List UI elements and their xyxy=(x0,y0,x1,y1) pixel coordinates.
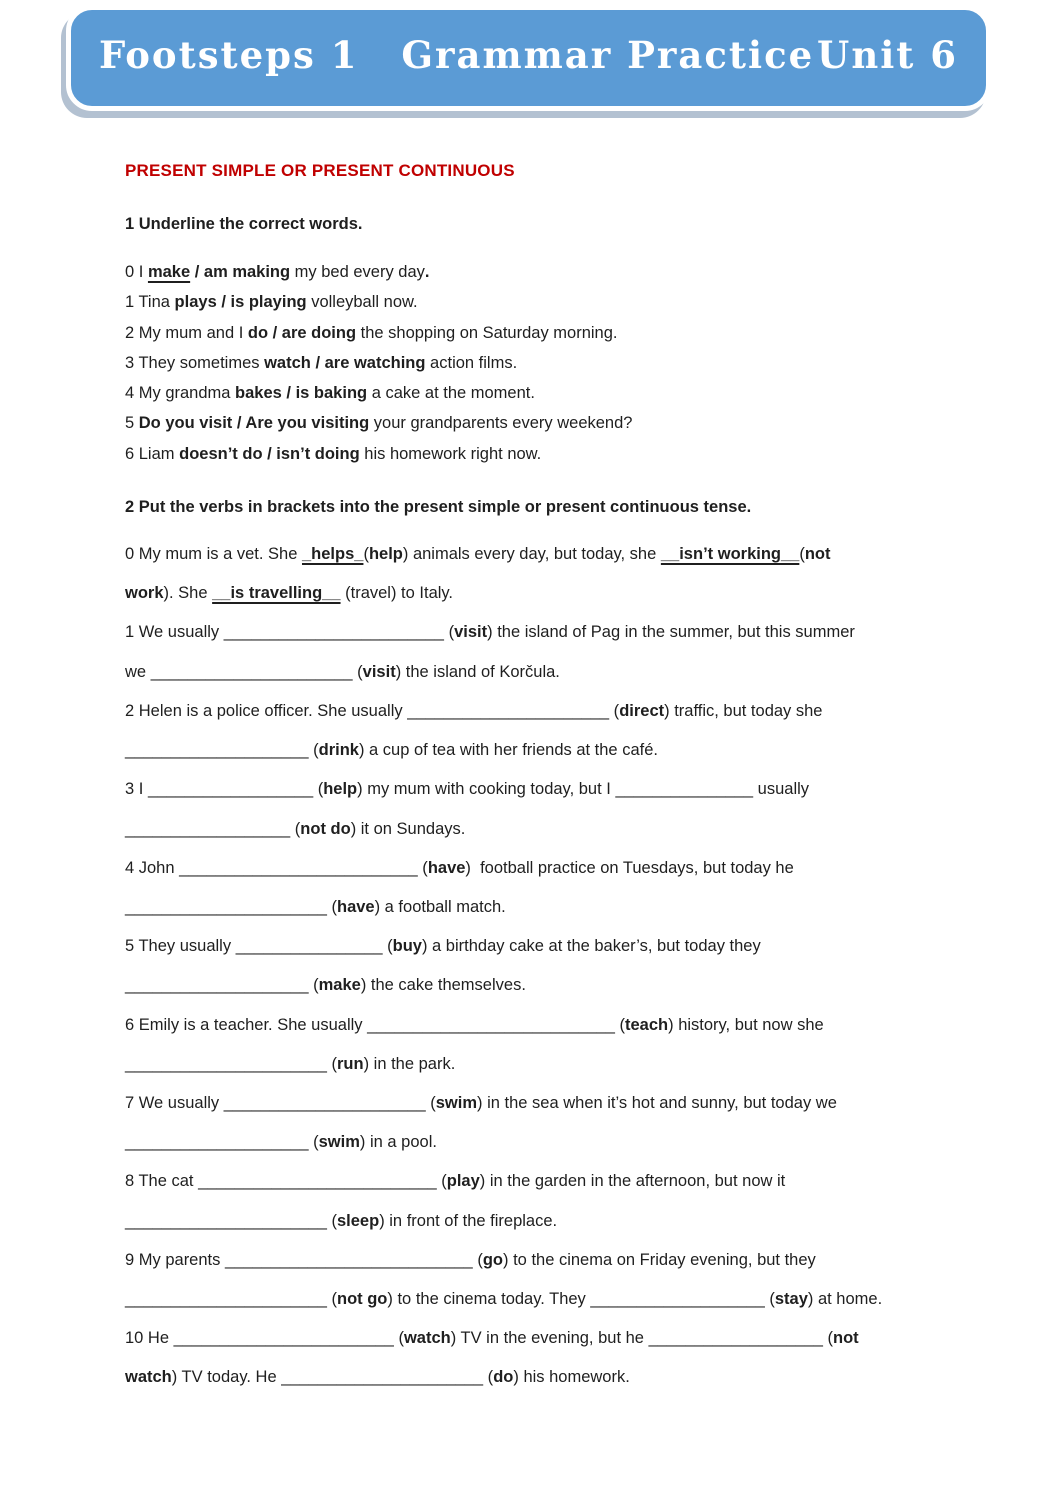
answer-blank: _______________ xyxy=(615,780,754,799)
text-segment: ) in a pool. xyxy=(359,1133,437,1152)
text-segment: ( xyxy=(308,976,319,995)
text-segment: ( xyxy=(313,780,324,799)
text-segment: 3 They sometimes xyxy=(125,353,265,372)
text-segment: stay xyxy=(774,1289,808,1308)
text-segment: visit xyxy=(362,662,396,681)
exercise2-line xyxy=(125,1280,963,1319)
exercise2-line xyxy=(125,653,963,692)
text-segment: help xyxy=(323,780,358,799)
exercise1-instruction: 1 Underline the correct words. xyxy=(125,215,363,233)
answer-blank: ______________________ xyxy=(125,897,327,916)
text-segment: play xyxy=(446,1172,480,1191)
answer-blank: __________________________ xyxy=(179,858,418,877)
exercise2-line xyxy=(125,1162,963,1201)
text-segment: ( xyxy=(308,741,319,760)
exercise2-line xyxy=(125,1123,963,1162)
answer-blank: ______________________ xyxy=(223,1093,426,1112)
text-segment: ( xyxy=(393,1329,404,1348)
text-segment: my bed every day xyxy=(290,263,425,281)
text-segment: ( xyxy=(614,1015,625,1034)
text-segment: ) his homework. xyxy=(513,1368,630,1387)
answer-filled: _helps_ xyxy=(301,545,364,564)
text-segment: 0 I xyxy=(125,263,148,281)
text-segment: ) the island of Korčula. xyxy=(395,662,560,681)
text-segment: watch xyxy=(125,1368,172,1387)
answer-blank: ____________________ xyxy=(125,1133,309,1152)
text-segment: ( xyxy=(326,1289,337,1308)
exercise2-line xyxy=(125,849,963,888)
text-segment: ) in the garden in the afternoon, but now it xyxy=(479,1172,786,1191)
text-segment: ) to the cinema on Friday evening, but they xyxy=(503,1250,816,1269)
exercise1-item xyxy=(125,378,963,408)
text-segment: ) a football match. xyxy=(374,897,506,916)
text-segment: 3 I xyxy=(125,780,148,799)
text-segment: 10 He xyxy=(125,1329,174,1348)
exercise2-instruction: 2 Put the verbs in brackets into the present simple or present continuous tense. xyxy=(125,498,752,517)
text-segment: ). She xyxy=(163,584,213,603)
banner-title-main: Grammar Practice xyxy=(401,33,815,77)
text-segment: ) in the park. xyxy=(363,1054,456,1073)
text-segment: ) it on Sundays. xyxy=(350,819,466,838)
text-segment: swim xyxy=(318,1133,360,1152)
text-segment: 4 My grandma xyxy=(125,384,236,403)
text-segment: ( xyxy=(444,623,455,642)
answer-blank: ______________________ xyxy=(125,1289,327,1308)
text-segment: ( xyxy=(326,897,337,916)
exercise1-item xyxy=(125,257,963,287)
text-segment: ( xyxy=(417,858,428,877)
text-segment: watch xyxy=(403,1329,451,1348)
text-segment: do xyxy=(493,1368,514,1387)
exercise2-line xyxy=(125,731,963,770)
text-segment: action films. xyxy=(425,353,518,372)
text-segment: ) traffic, but today she xyxy=(664,701,823,720)
text-segment: watch / are watching xyxy=(264,353,426,372)
text-segment: not do xyxy=(300,819,351,838)
text-segment: run xyxy=(336,1054,364,1073)
exercise2-line xyxy=(125,1045,963,1084)
text-segment: ( xyxy=(799,545,805,564)
text-segment: ) football practice on Tuesdays, but today he xyxy=(465,858,794,877)
exercise1-list xyxy=(125,257,963,469)
answer-blank: ___________________________ xyxy=(224,1250,473,1269)
text-segment: ) the island of Pag in the summer, but this summer xyxy=(487,623,855,642)
answer-blank: __________________ xyxy=(147,780,314,799)
exercise2-line xyxy=(125,535,963,574)
exercise1-item xyxy=(125,408,963,438)
text-segment: ) animals every day, but today, she xyxy=(402,545,661,564)
answer-blank: __________________ xyxy=(125,819,291,838)
text-segment: ) in the sea when it’s hot and sunny, but today we xyxy=(477,1093,837,1112)
answer-blank: ________________________ xyxy=(223,623,444,642)
text-segment: Do you visit / Are you visiting xyxy=(138,414,370,433)
text-segment: swim xyxy=(435,1093,478,1112)
text-segment: have xyxy=(427,858,466,877)
exercise2-line xyxy=(125,692,963,731)
exercise2-line xyxy=(125,1241,963,1280)
text-segment: 7 We usually xyxy=(125,1093,224,1112)
worksheet-body xyxy=(125,161,963,1398)
header-banner xyxy=(66,5,991,111)
exercise2-line xyxy=(125,613,963,652)
text-segment: buy xyxy=(392,937,422,956)
text-segment: ) TV in the evening, but he xyxy=(450,1329,649,1348)
text-segment: do / are doing xyxy=(247,323,357,342)
text-segment: 5 They usually xyxy=(125,937,236,956)
text-segment: 5 xyxy=(125,414,139,433)
text-segment: go xyxy=(482,1250,504,1269)
text-segment: ( xyxy=(436,1172,447,1191)
text-segment: ) a cup of tea with her friends at the café. xyxy=(358,741,658,760)
exercise1-item xyxy=(125,439,963,469)
answer-blank: ______________________ xyxy=(281,1368,484,1387)
text-segment: ( xyxy=(483,1368,494,1387)
exercise2-line xyxy=(125,1006,963,1045)
text-segment: 2 Helen is a police officer. She usually xyxy=(125,701,408,720)
banner-title-book: Footsteps 1 xyxy=(99,33,359,77)
exercise2-list xyxy=(125,535,963,1397)
text-segment: 1 We usually xyxy=(125,623,224,642)
answer-blank: ______________________ xyxy=(125,1054,327,1073)
exercise1-item xyxy=(125,287,963,317)
text-segment: 9 My parents xyxy=(125,1250,225,1269)
banner-title-unit: Unit 6 xyxy=(817,33,958,77)
answer-blank: ___________________________ xyxy=(367,1015,615,1034)
text-segment: 1 Tina xyxy=(125,293,175,312)
exercise1-item xyxy=(125,318,963,348)
exercise1-item xyxy=(125,348,963,378)
text-segment: ) at home. xyxy=(807,1289,883,1308)
answer-blank: ______________________ xyxy=(150,662,353,681)
answer-blank: ____________________ xyxy=(125,741,309,760)
text-segment: direct xyxy=(619,701,665,720)
text-segment: ( xyxy=(472,1250,483,1269)
text-segment: ) a birthday cake at the baker’s, but today they xyxy=(421,937,761,956)
text-segment: sleep xyxy=(336,1211,380,1230)
section-title: PRESENT SIMPLE OR PRESENT CONTINUOUS xyxy=(125,161,515,180)
text-segment: ( xyxy=(308,1133,319,1152)
text-segment: . xyxy=(424,263,430,281)
text-segment: ( xyxy=(290,819,301,838)
text-segment: ( xyxy=(363,545,369,564)
text-segment: ) TV today. He xyxy=(171,1368,282,1387)
answer-filled: __isn’t working__ xyxy=(660,545,800,564)
exercise2-line xyxy=(125,810,963,849)
text-segment: ) history, but now she xyxy=(668,1015,824,1034)
text-segment: visit xyxy=(454,623,488,642)
text-segment: drink xyxy=(318,741,359,760)
text-segment: make xyxy=(318,976,361,995)
exercise2-line xyxy=(125,888,963,927)
answer-blank: ___________________ xyxy=(590,1289,765,1308)
exercise2-line xyxy=(125,1084,963,1123)
answer-blank: ________________________ xyxy=(173,1329,394,1348)
text-segment: have xyxy=(336,897,375,916)
text-segment: we xyxy=(125,662,151,681)
text-segment: ( xyxy=(609,701,620,720)
text-segment: teach xyxy=(625,1015,669,1034)
text-segment: your grandparents every weekend? xyxy=(369,414,633,433)
text-segment: plays / is playing xyxy=(174,293,307,312)
text-segment: 2 My mum and I xyxy=(125,323,248,342)
exercise2-line xyxy=(125,966,963,1005)
text-segment: his homework right now. xyxy=(359,444,542,463)
text-segment: not go xyxy=(336,1289,388,1308)
answer-blank: ___________________ xyxy=(648,1329,823,1348)
text-segment: usually xyxy=(753,780,810,799)
exercise2-line xyxy=(125,770,963,809)
text-segment: 8 The cat xyxy=(125,1172,199,1191)
text-segment: bakes / is baking xyxy=(235,384,368,403)
text-segment: ( xyxy=(326,1054,337,1073)
text-segment: work xyxy=(125,584,164,603)
text-segment: ( xyxy=(352,662,363,681)
exercise2-line xyxy=(125,1358,963,1397)
text-segment: ) to the cinema today. They xyxy=(387,1289,591,1308)
text-segment: the shopping on Saturday morning. xyxy=(356,323,618,342)
text-segment: ( xyxy=(326,1211,337,1230)
text-segment: help xyxy=(368,545,403,564)
text-segment: not xyxy=(804,545,831,564)
text-segment: ( xyxy=(822,1329,834,1348)
answer-filled: make xyxy=(147,263,191,281)
text-segment: 0 My mum is a vet. She xyxy=(125,545,302,564)
text-segment: (travel) to Italy. xyxy=(340,584,454,603)
exercise2-line xyxy=(125,574,963,613)
text-segment: ( xyxy=(382,937,393,956)
answer-blank: ______________________ xyxy=(125,1211,327,1230)
exercise2-line xyxy=(125,1202,963,1241)
text-segment: doesn’t do / isn’t doing xyxy=(179,444,360,463)
text-segment: 6 Emily is a teacher. She usually xyxy=(125,1015,368,1034)
text-segment: ( xyxy=(764,1289,775,1308)
answer-blank: ________________ xyxy=(235,937,383,956)
answer-blank: __________________________ xyxy=(198,1172,437,1191)
text-segment: ( xyxy=(425,1093,436,1112)
answer-blank: ____________________ xyxy=(125,976,309,995)
text-segment: / am making xyxy=(190,263,291,281)
text-segment: ) the cake themselves. xyxy=(360,976,526,995)
text-segment: 6 Liam xyxy=(125,444,180,463)
text-segment: ) in front of the fireplace. xyxy=(379,1211,558,1230)
text-segment: ) my mum with cooking today, but I xyxy=(357,780,616,799)
text-segment: not xyxy=(833,1329,859,1348)
text-segment: 4 John xyxy=(125,858,180,877)
answer-blank: ______________________ xyxy=(407,701,610,720)
text-segment: a cake at the moment. xyxy=(367,384,535,403)
exercise2-line xyxy=(125,927,963,966)
exercise2-line xyxy=(125,1319,963,1358)
text-segment: volleyball now. xyxy=(306,293,418,312)
answer-filled: __is travelling__ xyxy=(212,584,341,603)
